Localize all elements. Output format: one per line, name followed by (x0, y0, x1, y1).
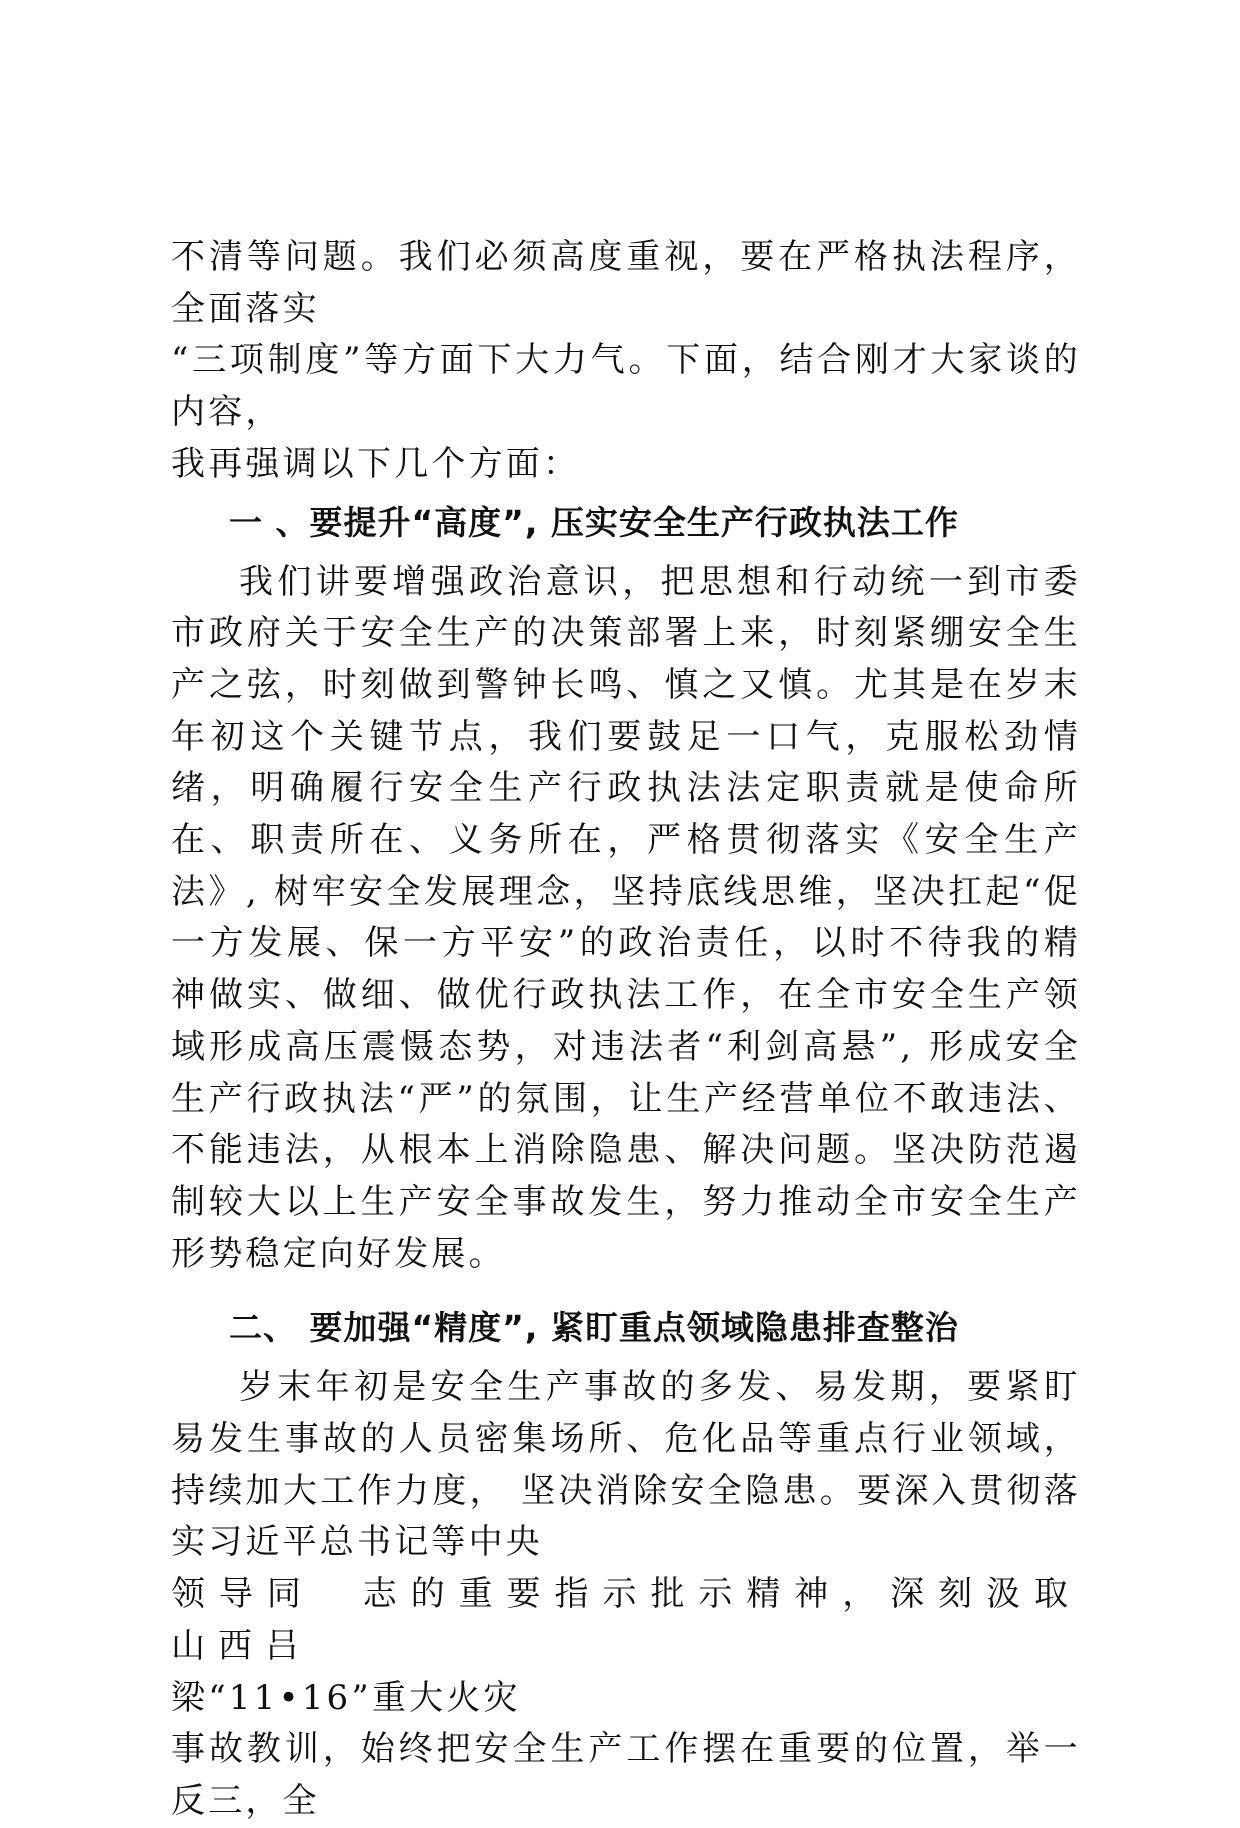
section-2-short-line: 梁“11•16”重大火灾 (171, 1677, 521, 1718)
section-2-paragraph: 岁末年初是安全生产事故的多发、易发期，要紧盯易发生事故的人员密集场所、危化品等重点行业领域，持续加大工作力度， 坚决消除安全隐患。要深入贯彻落实习近平总书记等中央 (171, 1367, 1081, 1563)
document-body (171, 232, 1081, 1828)
section-heading-2: 二、 要加强“精度”, 紧盯重点领域隐患排查整治 (229, 1308, 959, 1348)
section-heading-1: 一 、要提升“高度”, 压实安全生产行政执法工作 (229, 502, 959, 542)
intro-paragraph (171, 232, 1081, 491)
section-1-paragraph: 我们讲要增强政治意识，把思想和行动统一到市委市政府关于安全生产的决策部署上来，时刻紧绷安全生产之弦，时刻做到警钟长鸣、慎之又慎。尤其是在岁末年初这个关键节点，我们要鼓足一口气，克服松劲情绪，明确履行安全生产行政执法法定职责就是使命所在、职责所在、义务所在，严格贯彻落实《安全生产法》, 树牢安全发展理念，坚持底线思维，坚决扛起“促一方发展、保一方平安”的政治责任，以时不待我的精神做实、做细、做优行政执法工作，在全市安全生产领域形成高压震慑态势，对违法者“利剑高悬”, 形成安全生产行政执法“严”的氛围，让生产经营单位不敢违法、不能违法，从根本上消除隐患、解决问题。坚决防范遏制较大以上生产安全事故发生，努力推动全市安全生产形势稳定向好发展。 (171, 561, 1081, 1274)
text-line: 我再强调以下几个方面： (171, 443, 581, 484)
section-2-last-line: 事故教训，始终把安全生产工作摆在重要的位置，举一反三，全 (171, 1729, 1081, 1821)
section-2-wide-line: 领导同 志的重要指示批示精神，深刻汲取山西吕 (171, 1574, 1081, 1666)
text-line: 不清等问题。我们必须高度重视，要在严格执法程序，全面落实 (171, 237, 1081, 329)
text-line: “三项制度”等方面下大力气。下面，结合刚才大家谈的内容， (171, 340, 1081, 433)
